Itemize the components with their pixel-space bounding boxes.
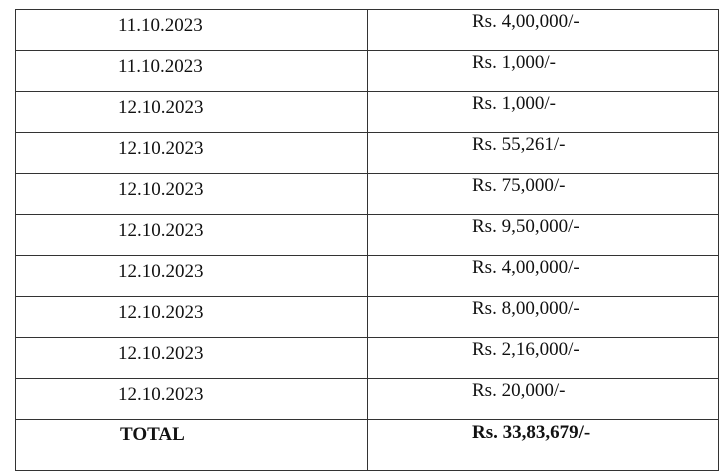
amount-cell: Rs. 1,000/- <box>368 51 719 92</box>
table-row <box>16 297 719 338</box>
total-label: TOTAL <box>16 420 368 471</box>
date-cell: 12.10.2023 <box>16 256 368 297</box>
table-row <box>16 92 719 133</box>
date-cell: 12.10.2023 <box>16 174 368 215</box>
table-row <box>16 133 719 174</box>
table-row <box>16 10 719 51</box>
total-amount: Rs. 33,83,679/- <box>368 420 719 471</box>
amount-cell: Rs. 1,000/- <box>368 92 719 133</box>
date-cell: 12.10.2023 <box>16 133 368 174</box>
payment-table <box>15 9 719 471</box>
table-row <box>16 174 719 215</box>
date-cell: 11.10.2023 <box>16 10 368 51</box>
date-cell: 12.10.2023 <box>16 297 368 338</box>
amount-cell: Rs. 20,000/- <box>368 379 719 420</box>
amount-cell: Rs. 9,50,000/- <box>368 215 719 256</box>
total-row <box>16 420 719 471</box>
amount-cell: Rs. 4,00,000/- <box>368 256 719 297</box>
date-cell: 12.10.2023 <box>16 215 368 256</box>
amount-cell: Rs. 55,261/- <box>368 133 719 174</box>
table-row <box>16 51 719 92</box>
amount-cell: Rs. 75,000/- <box>368 174 719 215</box>
date-cell: 12.10.2023 <box>16 379 368 420</box>
table-row <box>16 256 719 297</box>
table-row <box>16 379 719 420</box>
table-row <box>16 338 719 379</box>
amount-cell: Rs. 8,00,000/- <box>368 297 719 338</box>
date-cell: 11.10.2023 <box>16 51 368 92</box>
amount-cell: Rs. 2,16,000/- <box>368 338 719 379</box>
date-cell: 12.10.2023 <box>16 338 368 379</box>
date-cell: 12.10.2023 <box>16 92 368 133</box>
amount-cell: Rs. 4,00,000/- <box>368 10 719 51</box>
table-row <box>16 215 719 256</box>
